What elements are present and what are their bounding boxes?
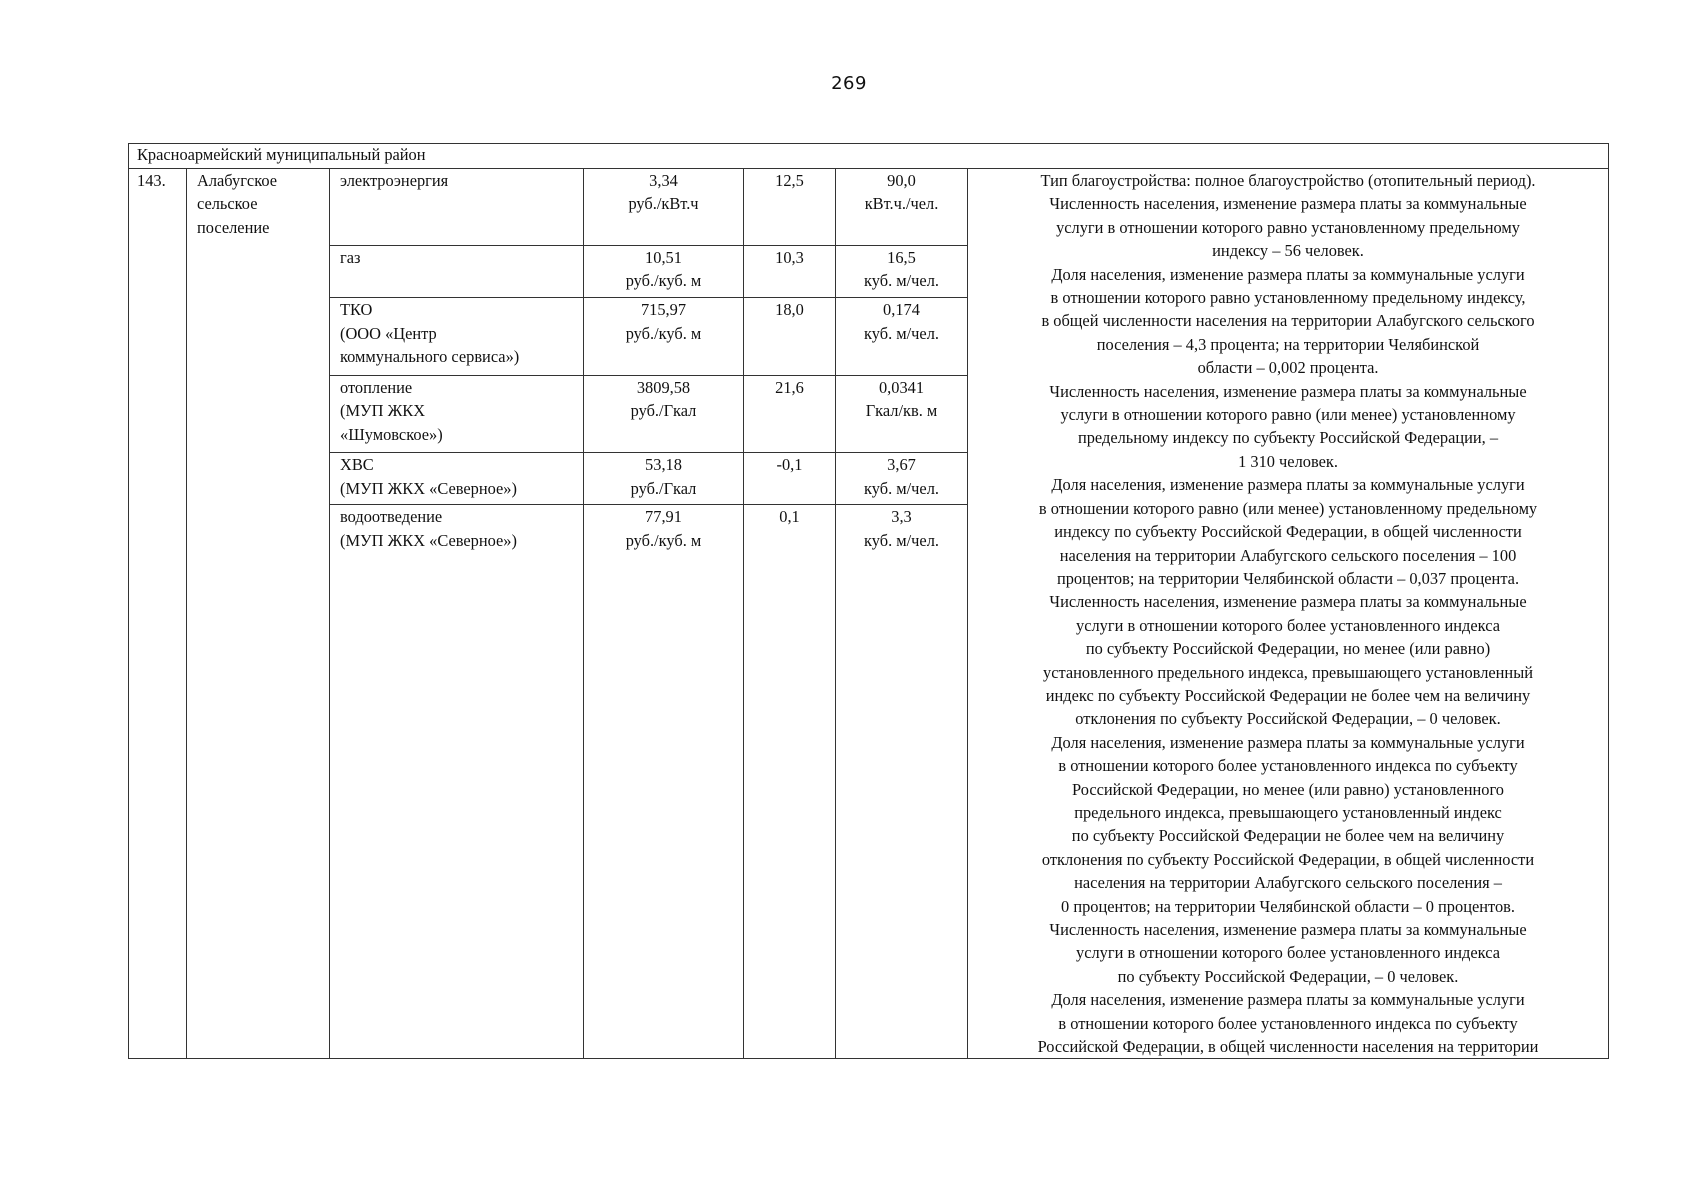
tariff-value: 3,34 [649,171,678,190]
service-name-cell [330,169,584,246]
tariff-cell [584,505,744,1059]
description-line: Численность населения, изменение размера платы за коммунальные [1049,592,1527,612]
service-name-line: газ [340,248,361,268]
service-name-line: (МУП ЖКХ «Северное») [340,478,517,498]
description-line: населения на территории Алабугского сельского поселения – [1074,873,1502,893]
municipality-cell [187,298,330,376]
description-line: населения на территории Алабугского сельского поселения – 100 [1059,545,1517,565]
growth-cell: 10,3 [744,246,836,298]
description-line: Доля населения, изменение размера платы за коммунальные услуги [1051,732,1525,752]
tariff-unit: руб./кВт.ч [628,194,699,214]
volume-value: 0,0341 [878,377,925,397]
description-line: установленного предельного индекса, превышающего установленный [1043,662,1533,682]
description-line: в отношении которого более установленного индекса по субъекту [1058,1013,1518,1033]
tariff-value: 10,51 [645,248,682,268]
service-name-line: ТКО [340,300,373,320]
description-line: Численность населения, изменение размера платы за коммунальные [1049,194,1527,214]
service-name-line: «Шумовское») [340,424,443,444]
tariff-cell [584,246,744,298]
service-name-line: коммунального сервиса») [340,346,520,366]
service-name-line: электроэнергия [340,171,449,190]
description-line: 0 процентов; на территории Челябинской области – 0 процентов. [1061,896,1515,916]
service-name-cell [330,298,584,376]
volume-cell [836,298,968,376]
tariff-value: 715,97 [640,300,687,320]
description-line: услуги в отношении которого равно установленному предельному [1056,217,1520,237]
tariff-value: 3809,58 [636,377,691,397]
volume-value: 16,5 [887,248,916,268]
tariff-cell [584,375,744,453]
tariff-unit: руб./куб. м [625,530,702,550]
municipality-line: сельское [197,194,258,214]
description-line: Российской Федерации, но менее (или равно) установленного [1072,779,1504,799]
volume-cell [836,375,968,453]
tariff-table [128,143,1609,1059]
description-line: индексу – 56 человек. [1212,241,1364,261]
volume-cell [836,246,968,298]
volume-cell [836,169,968,246]
description-line: в отношении которого более установленного индекса по субъекту [1058,756,1518,776]
description-line: услуги в отношении которого равно (или менее) установленному [1060,405,1516,425]
description-line: по субъекту Российской Федерации, но менее (или равно) [1085,639,1491,659]
tariff-unit: руб./Гкал [630,478,697,498]
service-name-line: отопление [340,377,413,397]
municipality-cell [187,246,330,298]
district-row [129,144,1609,169]
tariff-unit: руб./Гкал [630,401,697,421]
volume-unit: куб. м/чел. [864,271,939,291]
description-line: индексу по субъекту Российской Федерации, в общей численности [1054,522,1522,542]
service-name-line: (МУП ЖКХ «Северное») [340,530,517,550]
description-line: в отношении которого равно установленному предельному индексу, [1050,288,1526,308]
service-name-cell [330,246,584,298]
volume-unit: Гкал/кв. м [865,401,938,421]
service-name-line: ХВС [340,455,374,475]
description-line: в общей численности населения на территории Алабугского сельского [1041,311,1535,331]
service-name-line: водоотведение [340,507,443,527]
row-index-cell [129,375,187,453]
growth-cell: 12,5 [744,169,836,246]
municipality-cell [187,505,330,1059]
volume-cell [836,453,968,505]
service-name-cell [330,453,584,505]
tariff-unit: руб./куб. м [625,323,702,343]
description-line: Численность населения, изменение размера платы за коммунальные [1049,381,1527,401]
description-line: по субъекту Российской Федерации, – 0 человек. [1117,966,1459,986]
description-line: Российской Федерации, в общей численности населения на территории [1037,1037,1539,1057]
tariff-value: 77,91 [645,507,682,527]
description-line: Доля населения, изменение размера платы за коммунальные услуги [1051,475,1525,495]
volume-cell [836,505,968,1059]
growth-cell: 0,1 [744,505,836,1059]
growth-cell: 21,6 [744,375,836,453]
description-line: индекс по субъекту Российской Федерации не более чем на величину [1045,685,1531,705]
description-line: Доля населения, изменение размера платы за коммунальные услуги [1051,990,1525,1010]
row-index-cell [129,298,187,376]
volume-value: 0,174 [883,300,920,320]
service-name-line: (ООО «Центр [340,323,437,343]
municipality-cell [187,375,330,453]
description-line: области – 0,002 процента. [1197,358,1379,378]
row-index-cell [129,505,187,1059]
description-line: Доля населения, изменение размера платы за коммунальные услуги [1051,264,1525,284]
service-name-line: (МУП ЖКХ [340,401,426,421]
municipality-cell [187,453,330,505]
description-line: поселения – 4,3 процента; на территории Челябинской [1096,334,1480,354]
service-row [129,169,1609,246]
volume-value: 90,0 [887,171,916,190]
row-index-cell: 143. [129,169,187,246]
description-line: отклонения по субъекту Российской Федерации, – 0 человек. [1075,709,1501,729]
district-name: Красноармейский муниципальный район [129,144,1609,169]
volume-value: 3,3 [891,507,912,527]
row-index-cell [129,246,187,298]
volume-unit: куб. м/чел. [864,530,939,550]
description-line: услуги в отношении которого более установленного индекса [1076,943,1500,963]
tariff-cell [584,453,744,505]
service-name-cell [330,375,584,453]
volume-unit: куб. м/чел. [864,478,939,498]
description-line: 1 310 человек. [1238,451,1338,471]
row-index-cell [129,453,187,505]
municipality-line: поселение [197,217,270,237]
page-number: 269 [831,73,867,94]
description-line: Тип благоустройства: полное благоустройство (отопительный период). [1040,171,1536,190]
description-line: предельного индекса, превышающего установленный индекс [1074,802,1502,822]
tariff-value: 53,18 [645,455,682,475]
description-line: отклонения по субъекту Российской Федерации, в общей численности [1041,849,1535,869]
service-name-cell [330,505,584,1059]
description-line: предельному индексу по субъекту Российской Федерации, – [1077,428,1499,448]
description-cell [968,169,1609,1059]
tariff-unit: руб./куб. м [625,271,702,291]
tariff-cell [584,169,744,246]
volume-unit: куб. м/чел. [864,323,939,343]
tariff-cell [584,298,744,376]
growth-cell: 18,0 [744,298,836,376]
municipality-line: Алабугское [197,171,277,190]
description-line: в отношении которого равно (или менее) установленному предельному [1038,498,1538,518]
volume-unit: кВт.ч./чел. [864,194,939,214]
description-line: по субъекту Российской Федерации не более чем на величину [1071,826,1505,846]
volume-value: 3,67 [887,455,916,475]
municipality-cell [187,169,330,246]
description-line: Численность населения, изменение размера платы за коммунальные [1049,920,1527,939]
growth-cell: -0,1 [744,453,836,505]
description-line: процентов; на территории Челябинской области – 0,037 процента. [1056,568,1520,588]
description-line: услуги в отношении которого более установленного индекса [1076,615,1500,635]
